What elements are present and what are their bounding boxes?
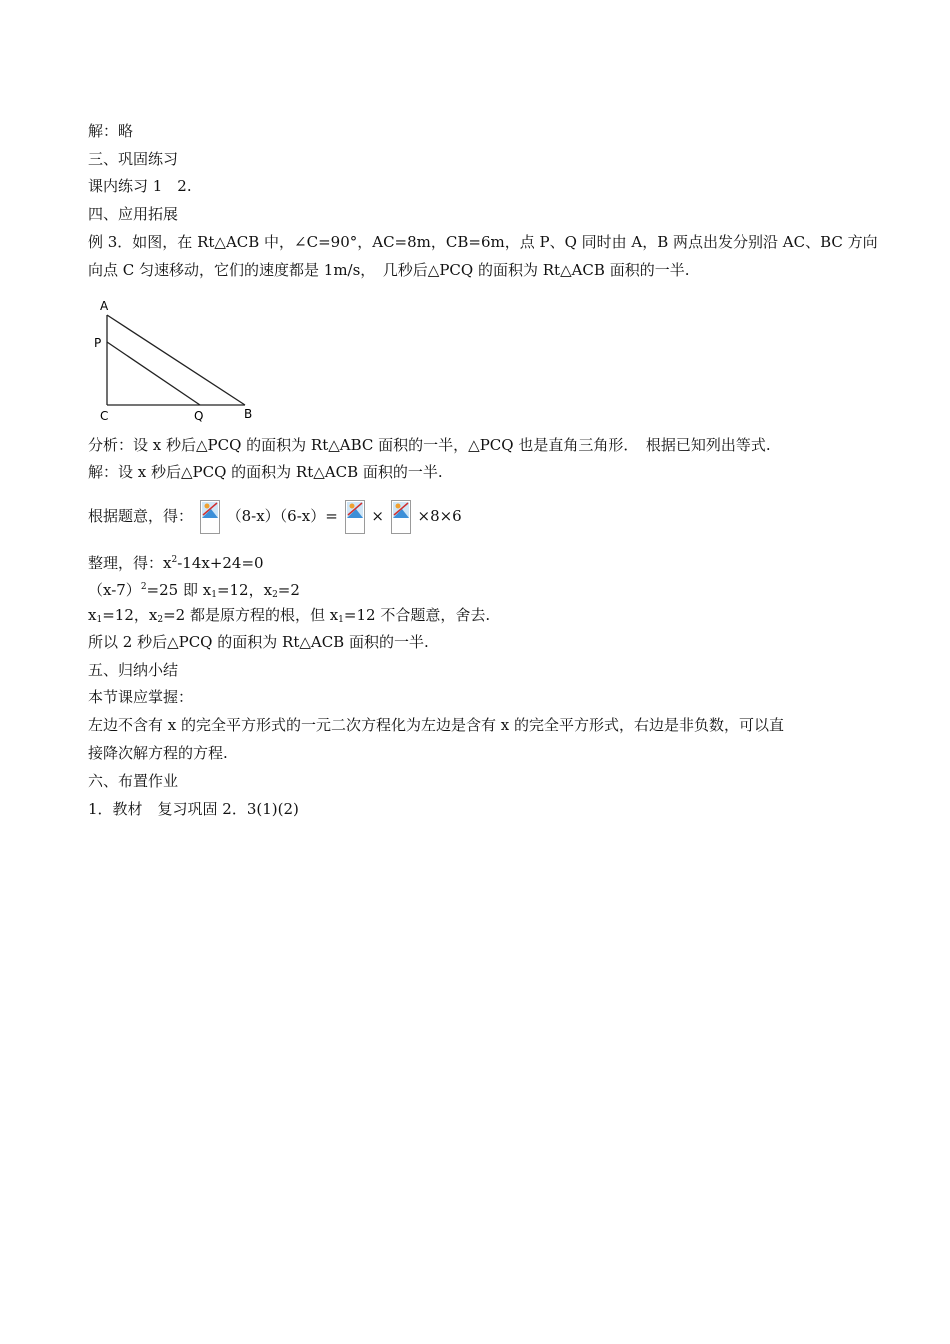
text-fragment: =2 (277, 581, 300, 599)
section-heading: 四、应用拓展 (88, 205, 179, 223)
section-heading: 五、归纳小结 (88, 661, 179, 679)
triangle-diagram (88, 298, 268, 423)
equation-middle: （8-x）（6-x）= (226, 507, 338, 525)
text-line: 1．教材 复习巩固 2．3(1)(2) (88, 800, 299, 818)
text-line (88, 549, 264, 574)
label-c: C (100, 409, 109, 423)
superscript: 2 (171, 555, 178, 565)
times-sign: × (371, 507, 384, 525)
broken-image-icon (391, 500, 411, 534)
subscript: 1 (211, 590, 217, 600)
label-q: Q (194, 409, 204, 423)
text-fragment: =2 都是原方程的根，但 x (163, 606, 339, 624)
text-line: 例 3．如图，在 Rt△ACB 中，∠C=90°，AC=8m，CB=6m，点 P、Q 同时由 A，B 两点出发分别沿 AC、BC 方向 (88, 233, 878, 251)
text-line: 左边不含有 x 的完全平方形式的一元二次方程化为左边是含有 x 的完全平方形式，右边是非负数，可以直 (88, 716, 784, 734)
subscript: 2 (157, 615, 164, 625)
text-fragment: =25 即 x (146, 581, 212, 599)
text-line: 分析：设 x 秒后△PCQ 的面积为 Rt△ABC 面积的一半，△PCQ 也是直角三角形． 根据已知列出等式. (88, 436, 771, 454)
text-fragment: 整理，得：x (88, 554, 172, 572)
text-fragment: x (88, 606, 97, 624)
text-fragment: =12，x (102, 606, 158, 624)
superscript: 2 (140, 582, 147, 592)
triangle-figure (88, 298, 268, 427)
text-line: 解：设 x 秒后△PCQ 的面积为 Rt△ACB 面积的一半. (88, 463, 443, 481)
broken-image-icon (200, 500, 220, 534)
text-line (88, 576, 300, 606)
text-fragment: =12 不合题意，舍去. (343, 606, 491, 624)
text-fragment: （x-7） (88, 581, 141, 599)
subscript: 1 (338, 615, 344, 625)
subscript: 2 (272, 590, 278, 600)
text-line: 本节课应掌握： (88, 688, 194, 706)
section-heading: 三、巩固练习 (88, 150, 179, 168)
subscript: 1 (96, 615, 103, 625)
equation-suffix: ×8×6 (417, 507, 462, 525)
text-line (88, 604, 490, 631)
label-b: B (244, 407, 253, 421)
equation-line (88, 496, 462, 536)
text-line: 解：略 (88, 122, 134, 140)
text-line: 接降次解方程的方程. (88, 744, 228, 762)
text-line: 向点 C 匀速移动，它们的速度都是 1m/s， 几秒后△PCQ 的面积为 Rt△ACB 面积的一半. (88, 261, 690, 279)
text-fragment: =12，x (216, 581, 273, 599)
label-a: A (100, 299, 109, 313)
broken-image-icon (345, 500, 365, 534)
equation-prefix: 根据题意，得： (88, 507, 194, 525)
section-heading: 六、布置作业 (88, 772, 179, 790)
text-line: 所以 2 秒后△PCQ 的面积为 Rt△ACB 面积的一半. (88, 633, 429, 651)
text-fragment: -14x+24=0 (177, 554, 264, 572)
text-line: 课内练习 1 2. (88, 177, 192, 195)
label-p: P (94, 336, 102, 350)
